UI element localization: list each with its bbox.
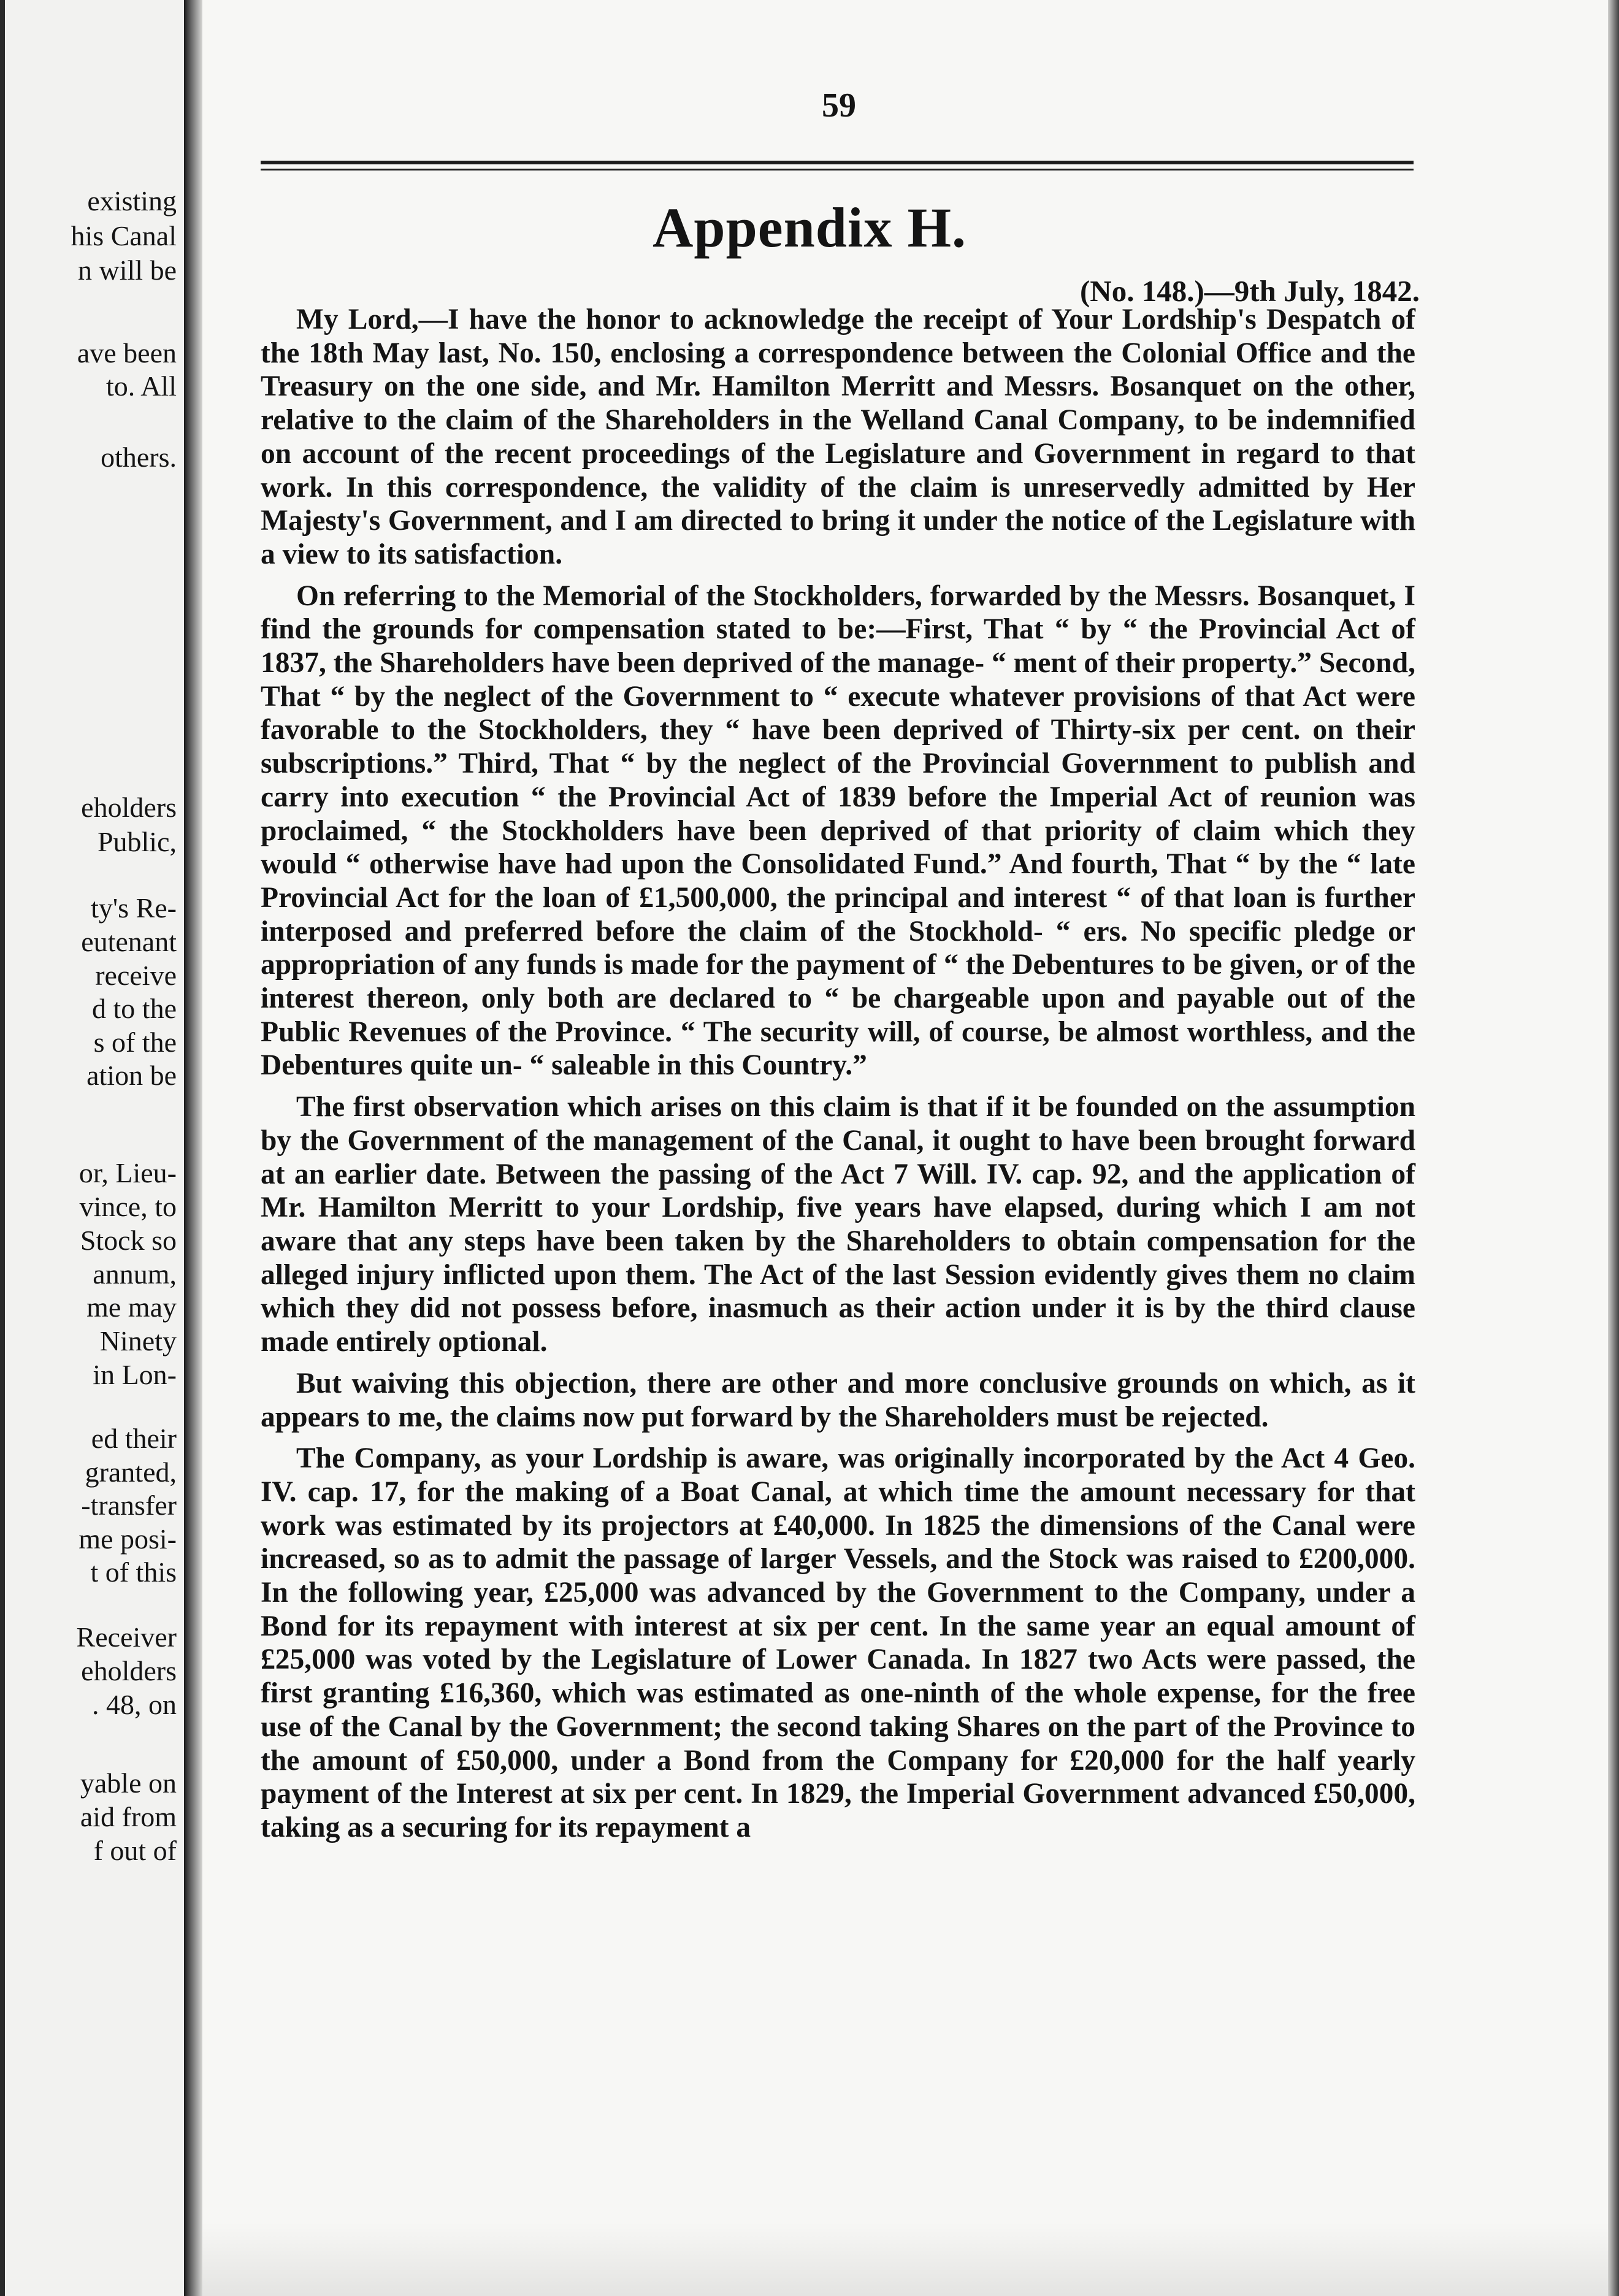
paragraph: The Company, as your Lordship is aware, was originally incorporated by the Act 4 Geo. IV. cap. 17, for the making of a Boat Canal, at which time the amount necessary for that work was estimated by its projectors at £40,000. In 1825 the dimensions of the Canal were increased, so as to admit the passage of larger Vessels, and the Stock was raised to £200,000. In the following year, £25,000 was advanced by the Government to the Company, under a Bond for its repayment with interest at six per cent. In the same year an equal amount of £25,000 was voted by the Legislature of Lower Canada. In 1827 two Acts were passed, the first granting £16,360, which was estimated as one-ninth of the whole expense, for the free use of the Canal by the Government; the second taking Shares on the part of the Province to the amount of £50,000, under a Bond from the Company for £20,000 for the half yearly payment of the Interest at six per cent. In 1829, the Imperial Government advanced £50,000, taking as a securing for its repayment a xyxy=(261,1442,1415,1843)
book-spine-shadow xyxy=(184,0,202,2296)
paragraph: But waiving this objection, there are other and more conclusive grounds on which, as it appears to me, the claims now put forward by the Shareholders must be rejected. xyxy=(261,1367,1415,1433)
fragment-line: receive xyxy=(95,960,177,991)
fragment-line: eutenant xyxy=(81,926,177,957)
body-text xyxy=(261,303,1415,1853)
fragment-line: others. xyxy=(101,442,177,473)
fragment-line: f out of xyxy=(93,1835,177,1866)
fragment-line: to. All xyxy=(105,370,177,402)
fragment-line: or, Lieu- xyxy=(78,1157,177,1188)
paragraph: My Lord,—I have the honor to acknowledge the receipt of Your Lordship's Despatch of the 18th May last, No. 150, enclosing a correspondence between the Colonial Office and the Treasury on the one side, and Mr. Hamilton Merritt and Messrs. Bosanquet on the other, relative to the claim of the Shareholders in the Welland Canal Company, to be indemnified on account of the recent proceedings of the Legislature and Government in regard to that work. In this correspondence, the validity of the claim is unreservedly admitted by Her Majesty's Government, and I am directed to bring it under the notice of the Legislature with a view to its satisfaction. xyxy=(261,304,1415,570)
fragment-line: vince, to xyxy=(79,1191,177,1222)
fragment-line: t of this xyxy=(90,1556,177,1588)
header-rule-thin xyxy=(261,169,1414,170)
fragment-line: eholders xyxy=(81,792,177,823)
fragment-line: ed their xyxy=(91,1423,177,1454)
fragment-line: me may xyxy=(86,1292,177,1323)
fragment-line: in Lon- xyxy=(93,1359,177,1390)
page-title: Appendix H. xyxy=(652,196,967,259)
fragment-line: Public, xyxy=(97,826,177,857)
fragment-line: . 48, on xyxy=(92,1689,177,1720)
fragment-line: annum, xyxy=(93,1258,177,1290)
previous-page-fragment xyxy=(0,0,184,2296)
despatch-reference: (No. 148.)—9th July, 1842. xyxy=(1079,274,1420,308)
fragment-line: d to the xyxy=(92,993,177,1024)
fragment-line: his Canal xyxy=(71,220,177,251)
fragment-line: eholders xyxy=(81,1655,177,1686)
fragment-line: aid from xyxy=(80,1801,177,1832)
page-right-edge xyxy=(1608,0,1619,2296)
paragraph: On referring to the Memorial of the Stockholders, forwarded by the Messrs. Bosanquet, I find the grounds for compensation stated to be:—First, That “ by “ the Provincial Act of 1837, the Shareholders have been deprived of the manage- “ ment of their property.” Second, That “ by the neglect of the Government to “ execute whatever provisions of that Act were favorable to the Stockholders, they “ have been deprived of Thirty-six per cent. on their subscriptions.” Third, That “ by the neglect of the Provincial Government to publish and carry into execution “ the Provincial Act of 1839 before the Imperial Act of reunion was proclaimed, “ the Stockholders have been deprived of that priority of claim which they would “ otherwise have had upon the Consolidated Fund.” And fourth, That “ by the “ late Provincial Act for the loan of £1,500,000, the principal and interest “ of that loan is further interposed and preferred before the claim of the Stockhold- “ ers. No specific pledge or appropriation of any funds is made for the payment of “ the Debentures to be given, or of the interest thereon, only both are declared to “ be chargeable upon and payable out of the Public Revenues of the Province. “ The security will, of course, be almost worthless, and the Debentures quite un- “ saleable in this Country.” xyxy=(261,580,1415,1082)
fragment-line: granted, xyxy=(85,1456,177,1488)
header-rule-thick xyxy=(261,161,1414,164)
fragment-line: ation be xyxy=(86,1060,177,1091)
fragment-line: Ninety xyxy=(99,1325,177,1357)
fragment-line: existing xyxy=(87,185,177,216)
fragment-line: yable on xyxy=(80,1767,177,1799)
fragment-line: me posi- xyxy=(78,1523,177,1555)
fragment-line: ave been xyxy=(77,337,177,369)
fragment-line: ty's Re- xyxy=(91,892,177,924)
fragment-line: Receiver xyxy=(76,1621,177,1653)
fragment-line: -transfer xyxy=(81,1490,177,1521)
book-outer-edge xyxy=(0,0,5,2296)
paragraph: The first observation which arises on this claim is that if it be founded on the assumption by the Government of the management of the Canal, it ought to have been brought forward at an earlier date. Between the passing of the Act 7 Will. IV. cap. 92, and the application of Mr. Hamilton Merritt to your Lordship, five years have elapsed, during which I am not aware that any steps have been taken by the Shareholders to obtain compensation for the alleged injury inflicted upon them. The Act of the last Session evidently gives them no claim which they did not possess before, inasmuch as their action under it is by the third clause made entirely optional. xyxy=(261,1091,1415,1358)
fragment-line: n will be xyxy=(78,254,177,286)
fragment-line: Stock so xyxy=(80,1225,177,1256)
fragment-line: s of the xyxy=(93,1027,177,1058)
page-number: 59 xyxy=(822,86,856,124)
page-bottom-shade xyxy=(202,2222,1608,2296)
